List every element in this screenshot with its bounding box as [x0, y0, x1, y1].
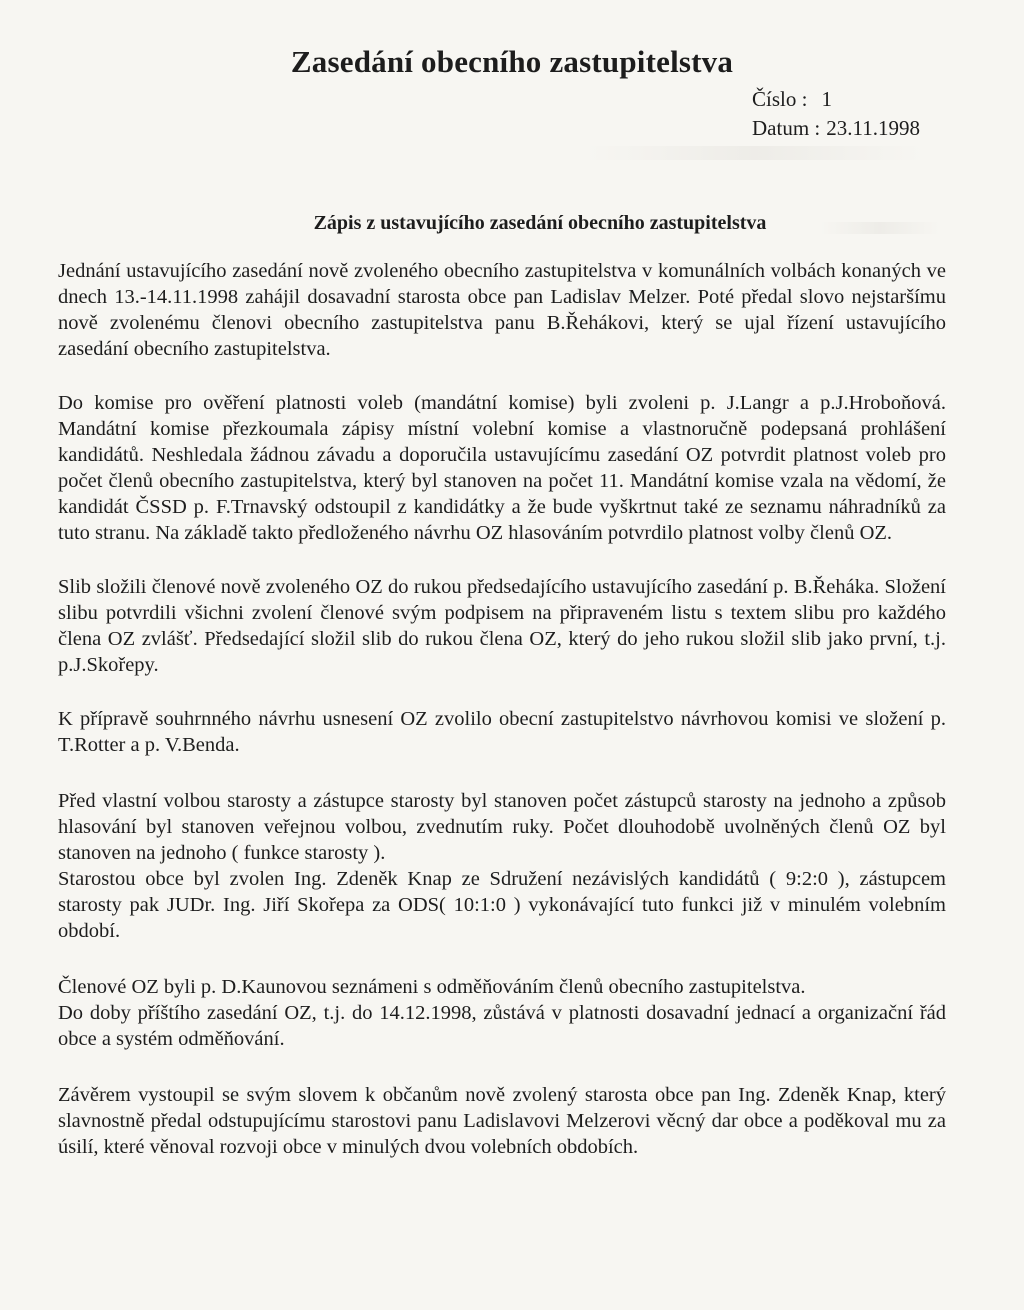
number-label: Číslo : [752, 87, 808, 111]
paragraph-oath: Slib složili členové nově zvoleného OZ do rukou předsedajícího ustavujícího zasedání p. B.Řeháka. Složení slibu potvrdili všichni zvolení členové svým podpisem na připraveném listu s textem slibu pro každého člena OZ zvlášť. Předsedající složil slib do rukou člena OZ, který do jeho rukou složil slib jako první, t.j. p.J.Skořepy. [58, 576, 946, 676]
number-value: 1 [821, 87, 832, 111]
document-date [752, 115, 920, 141]
paragraph-election-result: Starostou obce byl zvolen Ing. Zdeněk Knap ze Sdružení nezávislých kandidátů ( 9:2:0 ), zástupcem starosty pak JUDr. Ing. Jiří Skořepa za ODS( 10:1:0 ) vykonávající tuto funkci již v minulém volebním období. [58, 868, 946, 942]
paragraph-closing: Závěrem vystoupil se svým slovem k občanům nově zvolený starosta obce pan Ing. Zdeněk Knap, který slavnostně předal odstupujícímu starostovi panu Ladislavovi Melzerovi věcný dar obce a poděkoval mu za úsilí, které věnoval rozvoji obce v minulých dvou volebních obdobích. [58, 1084, 946, 1158]
paragraph-remuneration: Členové OZ byli p. D.Kaunovou seznámeni s odměňováním členů obecního zastupitelstva. [58, 976, 806, 998]
bleed-through-text [585, 146, 925, 160]
date-label: Datum : [752, 116, 821, 140]
minutes-body [58, 258, 946, 1160]
paragraph-opening: Jednání ustavujícího zasedání nově zvoleného obecního zastupitelstva v komunálních volbách konaných ve dnech 13.-14.11.1998 zahájil dosavadní starosta obce pan Ladislav Melzer. Poté předal slovo nejstaršímu nově zvolenému členovi obecního zastupitelstva panu B.Řehákovi, který se ujal řízení ustavujícího zasedání obecního zastupitelstva. [58, 260, 946, 360]
paragraph-rules-validity: Do doby příštího zasedání OZ, t.j. do 14.12.1998, zůstává v platnosti dosavadní jednací a organizační řád obce a systém odměňování. [58, 1002, 946, 1050]
date-value: 23.11.1998 [826, 116, 920, 140]
document-number [752, 86, 832, 112]
document-title: Zasedání obecního zastupitelstva [290, 44, 734, 79]
paragraph-election-procedure: Před vlastní volbou starosty a zástupce starosty byl stanoven počet zástupců starosty na jednoho a způsob hlasování byl stanoven veřejnou volbou, zvednutím ruky. Počet dlouhodobě uvolněných členů OZ byl stanoven na jednoho ( funkce starosty ). [58, 790, 946, 864]
minutes-subtitle: Zápis z ustavujícího zasedání obecního zastupitelstva [313, 212, 767, 234]
paragraph-mandate-commission: Do komise pro ověření platnosti voleb (mandátní komise) byli zvoleni p. J.Langr a p.J.Hroboňová. Mandátní komise přezkoumala zápisy místní volební komise a vlastnoručně podepsaná prohlášení kandidátů. Neshledala žádnou závadu a doporučila ustavujícímu zasedání OZ potvrdit platnost voleb pro počet členů obecního zastupitelstva, který byl stanoven na počet 11. Mandátní komise vzala na vědomí, že kandidát ČSSD p. F.Trnavský odstoupil z kandidátky a že bude vyškrtnut také ze seznamu náhradníků za tuto stranu. Na základě takto předloženého návrhu OZ hlasováním potvrdilo platnost volby členů OZ. [58, 392, 946, 544]
paragraph-proposal-commission: K přípravě souhrnného návrhu usnesení OZ zvolilo obecní zastupitelstvo návrhovou komisi ve složení p. T.Rotter a p. V.Benda. [58, 708, 946, 756]
